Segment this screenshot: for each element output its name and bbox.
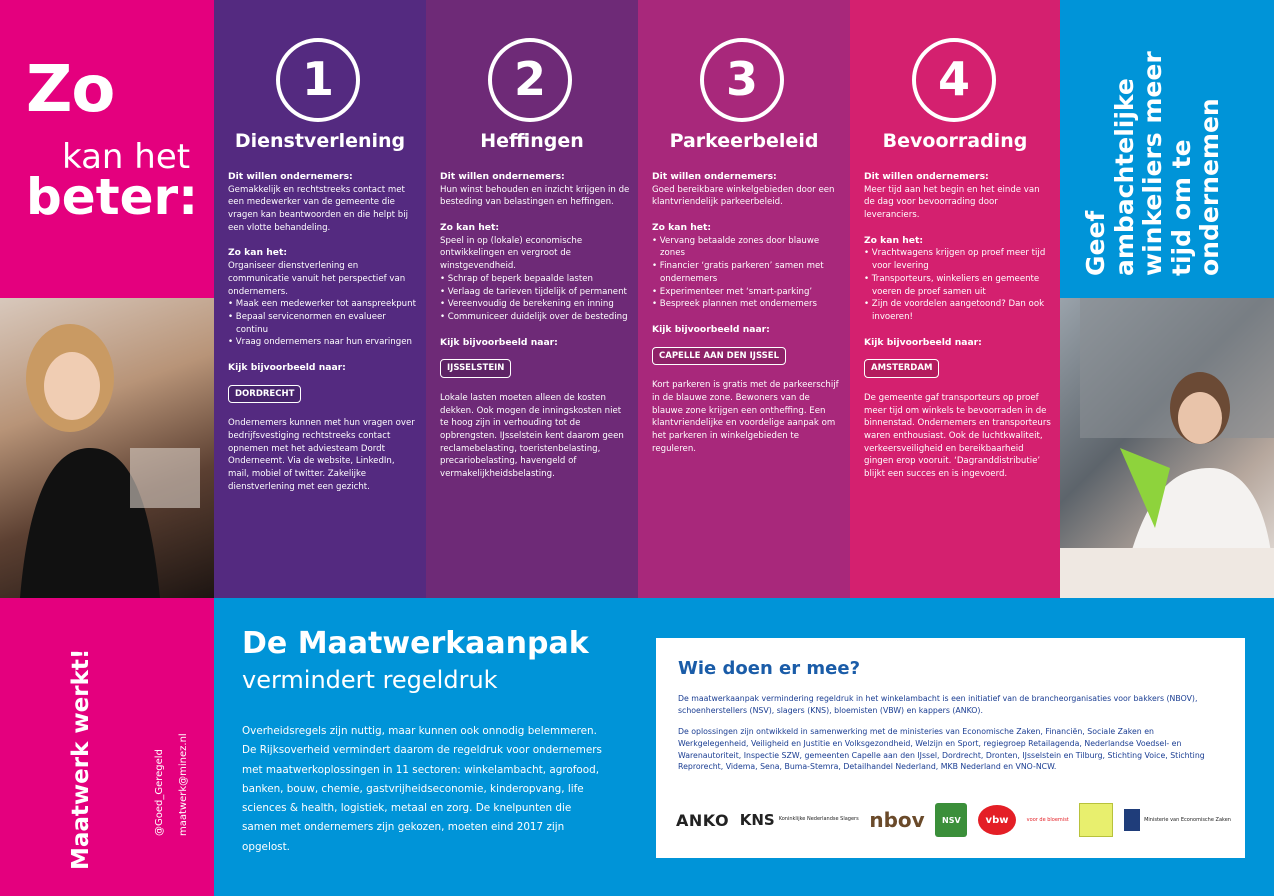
example-place-badge: IJSSELSTEIN [440,359,511,378]
contact-email[interactable]: maatwerk@minez.nl [178,733,189,836]
column-body [652,170,842,455]
bullet: • Experimenteer met ‘smart-parking’ [652,286,813,297]
column-heffingen [426,0,638,598]
anko-logo: ANKO [676,810,730,830]
wants-text: Hun winst behouden en inzicht krijgen in de besteding van belastingen en heffingen. [440,184,630,208]
number-circle: 2 [488,38,572,122]
title-zo: Zo [26,53,115,127]
bullet: • Vrachtwagens krijgen op proef meer tijd voor levering [864,248,1046,272]
column-body [864,170,1052,481]
twitter-handle[interactable]: @Goed_Geregeld [154,749,165,836]
bullet: • Vraag ondernemers naar hun ervaringen [228,337,412,348]
wants-heading: Dit willen ondernemers: [228,171,353,182]
bullet: • Communiceer duidelijk over de besteding [440,311,628,322]
ministerie-logo [1124,803,1231,837]
column-parkeerbeleid [638,0,850,598]
maatwerkaanpak-body: Overheidsregels zijn nuttig, maar kunnen ook onnodig belemmeren. De Rijksoverheid vermindert daarom de regeldruk voor ondernemers met maatwerkoplossingen in 11 sectoren: winkelambacht, agrofood, banken, bouw, chemie, gastvrijheidseconomie, kinderopvang, life sciences & health, logistiek, metaal en zorg. De knelpunten die samen met ondernemers zijn gekozen, moeten eind 2017 zijn opgelost. [242,725,602,853]
maatwerk-werkt-title: Maatwerk werkt! [68,648,94,870]
rijksoverheid-crest-icon [1124,809,1140,831]
bottom-pink-panel [0,598,214,896]
partner-logos [676,802,1231,838]
column-title: Dienstverlening [234,130,406,152]
maatwerkaanpak-title: De Maatwerkaanpak [242,626,589,661]
cube-logo [1079,803,1113,837]
wie-doen-er-mee-box [656,638,1245,858]
column-body [228,170,418,494]
wants-text: Goed bereikbare winkelgebieden door een klantvriendelijk parkeerbeleid. [652,184,835,208]
how-heading: Zo kan het: [440,222,500,234]
vbw-logo: vbw [978,805,1016,835]
number-circle: 4 [912,38,996,122]
title-kan-het: kan het [62,137,191,177]
bullet: • Schrap of beperk bepaalde lasten [440,273,593,284]
column-title: Bevoorrading [882,130,1028,152]
example-place-badge: AMSTERDAM [864,359,939,378]
wants-heading: Dit willen ondernemers: [440,171,565,182]
number-circle: 1 [276,38,360,122]
how-intro: Speel in op (lokale) economische ontwikkelingen en vergroot de winstgevendheid. [440,235,583,272]
example-heading: Kijk bijvoorbeeld naar: [864,336,982,348]
example-place-badge: CAPELLE AAN DEN IJSSEL [652,347,786,366]
how-intro: Organiseer dienstverlening en communicatie vanuit het perspectief van ondernemers. [228,261,406,297]
bullet: • Bespreek plannen met ondernemers [652,299,818,310]
example-text: De gemeente gaf transporteurs op proef meer tijd om winkels te bevoorraden in de binnenstad. Ondernemers en transporteurs waren enthousiast. Ook de luchtkwaliteit, verkeersveiligheid en bereikbaarheid gingen erop vooruit. ‘Dagranddistributie’ blijkt een succes en is ingevoerd. [864,392,1051,480]
column-bevoorrading [850,0,1060,598]
number-circle: 3 [700,38,784,122]
bullet: • Vereenvoudig de berekening en inning [440,299,614,310]
wants-text: Meer tijd aan het begin en het einde van de dag voor bevoorrading door leveranciers. [864,184,1040,221]
column-body [440,170,630,481]
example-place-badge: DORDRECHT [228,385,301,404]
right-vertical-slogan: Geef ambachtelijke winkeliers meer tijd om te ondernemen [1081,51,1224,276]
example-heading: Kijk bijvoorbeeld naar: [440,336,558,348]
wdm-paragraph-2: De oplossingen zijn ontwikkeld in samenwerking met de ministeries van Economische Zaken, Financiën, Sociale Zaken en Werkgelegenheid, Veiligheid en Justitie en Volksgezondheid, Welzijn en Sport, regiegroep Retailagenda, Nederlandse Voedsel- en Warenautoriteit, Inspectie SZW, gemeenten Capelle aan den IJssel, Dordrecht, Dronten, IJsselstein en Tilburg, Stichting Voice, Stichting Reprorecht, Videma, Sena, Buma-Stemra, Detailhandel Nederland, MKB Nederland en VNO-NCW. [678,727,1205,772]
example-text: Kort parkeren is gratis met de parkeerschijf in de blauwe zone. Bewoners van de blauwe zone krijgen een ontheffing. Een klantvriendelijke en voordelige aanpak om het parkeren in winkelgebieden te reguleren. [652,380,839,454]
bullet: • Maak een medewerker tot aanspreekpunt [228,299,416,310]
kns-logo-subtext: Koninklijke Nederlandse Slagers [778,816,859,823]
how-heading: Zo kan het: [652,222,712,234]
example-heading: Kijk bijvoorbeeld naar: [652,323,770,335]
bullet: • Transporteurs, winkeliers en gemeente voeren de proef samen uit [864,273,1040,297]
column-title: Heffingen [480,130,584,152]
maatwerkaanpak-subtitle: vermindert regeldruk [242,666,498,694]
wants-heading: Dit willen ondernemers: [652,171,777,182]
bullet: • Verlaag de tarieven tijdelijk of permanent [440,286,627,297]
baker-illustration [1060,298,1274,598]
wdm-paragraph-1: De maatwerkaanpak vermindering regeldruk in het winkelambacht is een initiatief van de brancheorganisaties voor bakkers (NBOV), schoenherstellers (NSV), slagers (KNS), bloemisten (VBW) en kappers (ANKO). [678,694,1198,715]
baker-photo [1060,298,1274,598]
ministerie-logo-text: Ministerie van Economische Zaken [1144,817,1231,823]
nbov-logo: nbov [869,808,925,832]
example-text: Lokale lasten moeten alleen de kosten dekken. Ook mogen de inningskosten niet te hoog zijn in verhouding tot de opbrengsten. IJsselstein kent daarom geen reclamebelasting, toeristenbelasting, precariobelasting, havengeld of vermakelijkheidsbelasting. [440,392,624,480]
bullet: • Vervang betaalde zones door blauwe zones [652,235,820,259]
column-dienstverlening [214,0,426,598]
bullet: • Financier ‘gratis parkeren’ samen met ondernemers [652,261,824,284]
how-heading: Zo kan het: [228,247,288,259]
title-beter: beter: [26,168,199,226]
example-text: Ondernemers kunnen met hun vragen over bedrijfsvestiging rechtstreeks contact opnemen met het adviesteam Dordt Onderneemt. Via de website, LinkedIn, mail, mobiel of twitter. Zakelijke dienstverlening met een gezicht. [228,418,415,492]
bullet: • Bepaal servicenormen en evalueer continu [228,311,386,335]
wie-doen-er-mee-title: Wie doen er mee? [678,658,861,679]
wants-text: Gemakkelijk en rechtstreeks contact met een medewerker van de gemeente die vragen kan beantwoorden en die helpt bij een vlotte behandeling. [228,184,408,233]
how-heading: Zo kan het: [864,234,924,246]
kns-logo [740,803,859,837]
example-heading: Kijk bijvoorbeeld naar: [228,362,346,374]
hairdresser-illustration [0,298,214,598]
bullet: • Zijn de voordelen aangetoond? Dan ook invoeren! [864,299,1045,322]
kns-logo-text: KNS [739,811,775,829]
wants-heading: Dit willen ondernemers: [864,171,989,182]
vbw-tagline: voor de bloemist [1026,817,1069,823]
column-title: Parkeerbeleid [669,130,819,152]
hairdresser-photo [0,298,214,598]
nsv-logo: NSV [935,803,967,837]
